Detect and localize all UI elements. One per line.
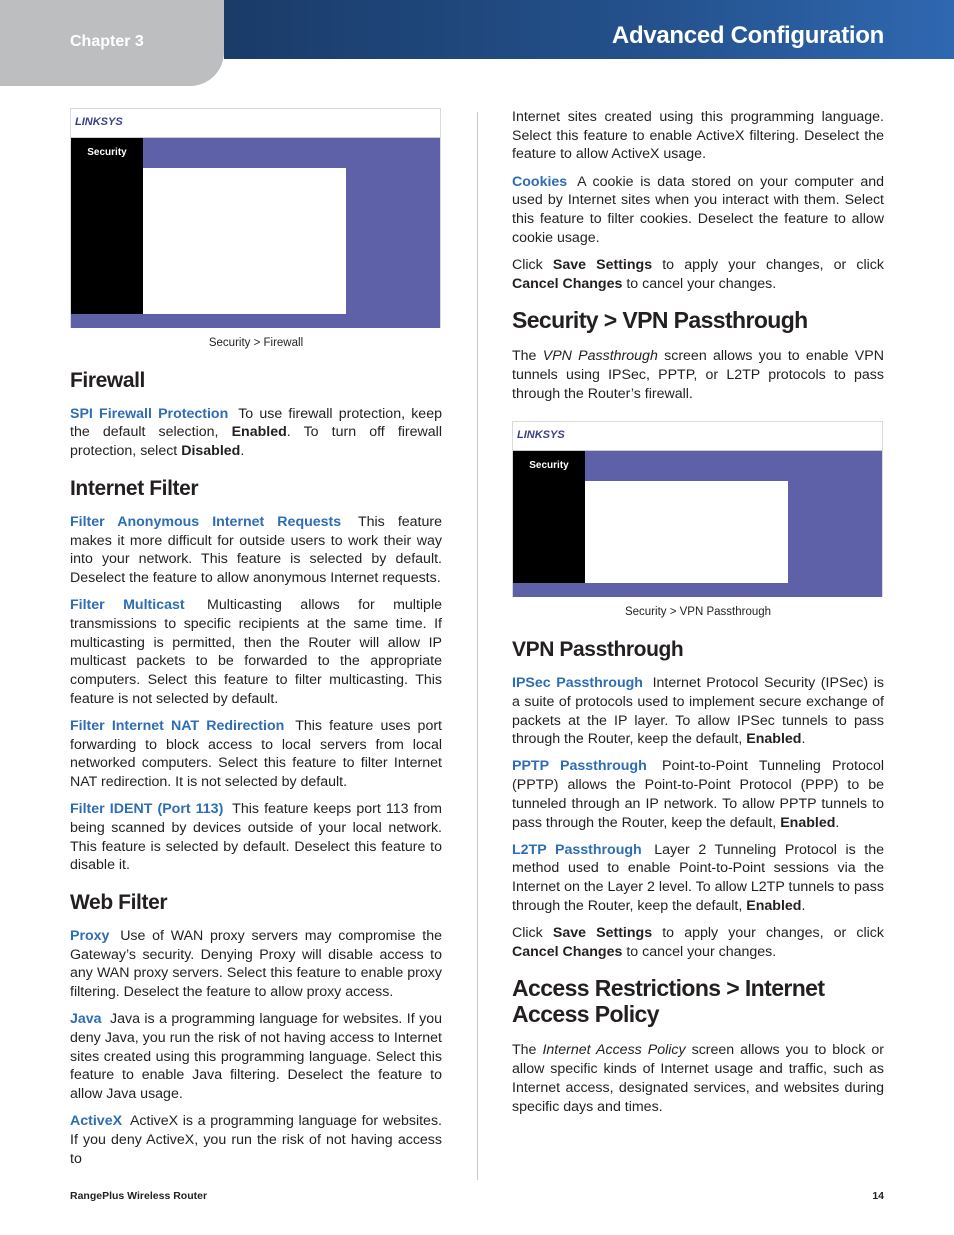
proxy-term: Proxy bbox=[70, 927, 110, 944]
nat-paragraph: Filter Internet NAT Redirection This feature uses port forwarding to block access to local servers from local networked computers. Select this feature to filter Internet NAT redirection. It is not selected by default. bbox=[70, 717, 443, 790]
screen-nav-bar bbox=[585, 451, 882, 481]
activex-paragraph: ActiveX ActiveX is a programming language for websites. If you deny ActiveX, you run the risk of not having access to bbox=[70, 1113, 442, 1167]
save-cancel-paragraph: Click Save Settings to apply your changes, or click Cancel Changes to cancel your changes. bbox=[512, 256, 884, 292]
nat-term: Filter Internet NAT Redirection bbox=[70, 717, 285, 734]
screen-sidebar bbox=[513, 481, 585, 583]
screen-help-panel bbox=[794, 481, 882, 583]
l2tp-term: L2TP Passthrough bbox=[512, 841, 642, 858]
left-column bbox=[70, 108, 442, 1177]
access-intro: The Internet Access Policy screen allows you to block or allow specific kinds of Internet usage and traffic, such as Internet access, designated services, and websites during specific days and times. bbox=[512, 1042, 884, 1115]
screen-nav-bar bbox=[143, 138, 440, 168]
screen-section-title: Security bbox=[513, 451, 585, 481]
linksys-logo: LINKSYS bbox=[75, 116, 123, 128]
vpn-subheading: VPN Passthrough bbox=[512, 638, 684, 662]
footer-product: RangePlus Wireless Router bbox=[70, 1190, 208, 1202]
anon-term: Filter Anonymous Internet Requests bbox=[70, 513, 342, 530]
firewall-screenshot bbox=[70, 108, 441, 328]
spi-paragraph: SPI Firewall Protection To use firewall protection, keep the default selection, Enabled. To turn off firewall protection, select Disabled. bbox=[70, 405, 442, 460]
pptp-paragraph: PPTP Passthrough Point-to-Point Tunneling Protocol (PPTP) allows the Point-to-Point Protocol (PPP) to be tunneled through an IP network. To allow PPTP tunnels to pass through the Router, keep the default, Enabled. bbox=[512, 758, 885, 831]
multicast-paragraph: Filter Multicast Multicasting allows for multiple transmissions to specific recipients at the same time. If multicasting is permitted, then the Router will allow IP multicast packets to be forwarded to the appropriate computers. Select this feature to filter multicasting. This feature is not selected by default. bbox=[70, 597, 442, 707]
activex-continued: Internet sites created using this programming language. Select this feature to enable ActiveX filtering. Deselect the feature to allow ActiveX usage. bbox=[512, 109, 884, 163]
internet-filter-heading: Internet Filter bbox=[70, 476, 199, 500]
screen-section-title: Security bbox=[71, 138, 143, 168]
java-paragraph: Java Java is a programming language for websites. If you deny Java, you run the risk of not having access to Internet sites created using this programming language. Select this feature to enable Java filtering. Deselect the feature to allow Java usage. bbox=[70, 1011, 442, 1103]
l2tp-paragraph: L2TP Passthrough Layer 2 Tunneling Protocol is the method used to enable Point-to-Point sessions via the Internet on the Layer 2 level. To allow L2TP tunnels to pass through the Router, keep the default, Enabled. bbox=[512, 841, 884, 914]
web-filter-heading: Web Filter bbox=[70, 890, 168, 914]
firewall-heading: Firewall bbox=[70, 368, 145, 392]
cookies-term: Cookies bbox=[512, 173, 568, 190]
screen-form-area bbox=[143, 168, 352, 314]
spi-term: SPI Firewall Protection bbox=[70, 405, 229, 422]
ipsec-term: IPSec Passthrough bbox=[512, 675, 643, 692]
header-chapter-tab bbox=[0, 0, 224, 86]
page-number: 14 bbox=[872, 1190, 884, 1202]
screen-help-panel bbox=[352, 168, 440, 314]
right-column bbox=[512, 108, 884, 1125]
ident-term: Filter IDENT (Port 113) bbox=[70, 801, 224, 818]
screen-footer-bar bbox=[513, 583, 882, 597]
chapter-label: Chapter 3 bbox=[70, 33, 144, 50]
java-term: Java bbox=[70, 1011, 102, 1028]
vpn-intro: The VPN Passthrough screen allows you to enable VPN tunnels using IPSec, PPTP, or L2TP protocols to pass through the Router’s firewall. bbox=[512, 348, 884, 402]
vpn-heading: Security > VPN Passthrough bbox=[512, 307, 808, 334]
access-heading: Access Restrictions > Internet Access Policy bbox=[512, 975, 825, 1028]
ipsec-paragraph: IPSec Passthrough Internet Protocol Security (IPSec) is a suite of protocols used to implement secure exchange of packets at the IP layer. To allow IPSec tunnels to pass through the Router, keep the default, Enabled. bbox=[512, 675, 884, 748]
column-divider bbox=[477, 112, 478, 1180]
figure-caption: Security > Firewall bbox=[208, 337, 304, 349]
screen-sidebar bbox=[71, 168, 143, 314]
vpn-screenshot bbox=[512, 421, 883, 597]
anon-paragraph: Filter Anonymous Internet Requests This feature makes it more difficult for outside users to work their way into your network. This feature is selected by default. Deselect the feature to allow anonymous Internet requests. bbox=[70, 513, 442, 586]
proxy-paragraph: Proxy Use of WAN proxy servers may compromise the Gateway’s security. Denying Proxy will disable access to any WAN proxy servers. Select this feature to enable proxy filtering. Deselect the feature to allow proxy access. bbox=[70, 927, 442, 1001]
linksys-logo: LINKSYS bbox=[517, 429, 565, 442]
cookies-paragraph: Cookies A cookie is data stored on your computer and used by Internet sites when you interact with them. Select this feature to filter cookies. Deselect the feature to allow cookie usage. bbox=[512, 173, 884, 246]
save-cancel-paragraph: Click Save Settings to apply your changes, or click Cancel Changes to cancel your changes. bbox=[512, 925, 884, 960]
multicast-term: Filter Multicast bbox=[70, 597, 185, 614]
header-title-bar bbox=[224, 0, 954, 59]
screen-footer-bar bbox=[71, 314, 440, 328]
pptp-term: PPTP Passthrough bbox=[512, 758, 647, 775]
page-title: Advanced Configuration bbox=[611, 22, 884, 49]
figure-caption: Security > VPN Passthrough bbox=[624, 606, 772, 619]
screen-form-area bbox=[585, 481, 794, 583]
ident-paragraph: Filter IDENT (Port 113) This feature keeps port 113 from being scanned by devices outside of your local network. This feature is selected by default. Deselect this feature to disable it. bbox=[70, 801, 442, 874]
activex-term: ActiveX bbox=[70, 1113, 123, 1130]
